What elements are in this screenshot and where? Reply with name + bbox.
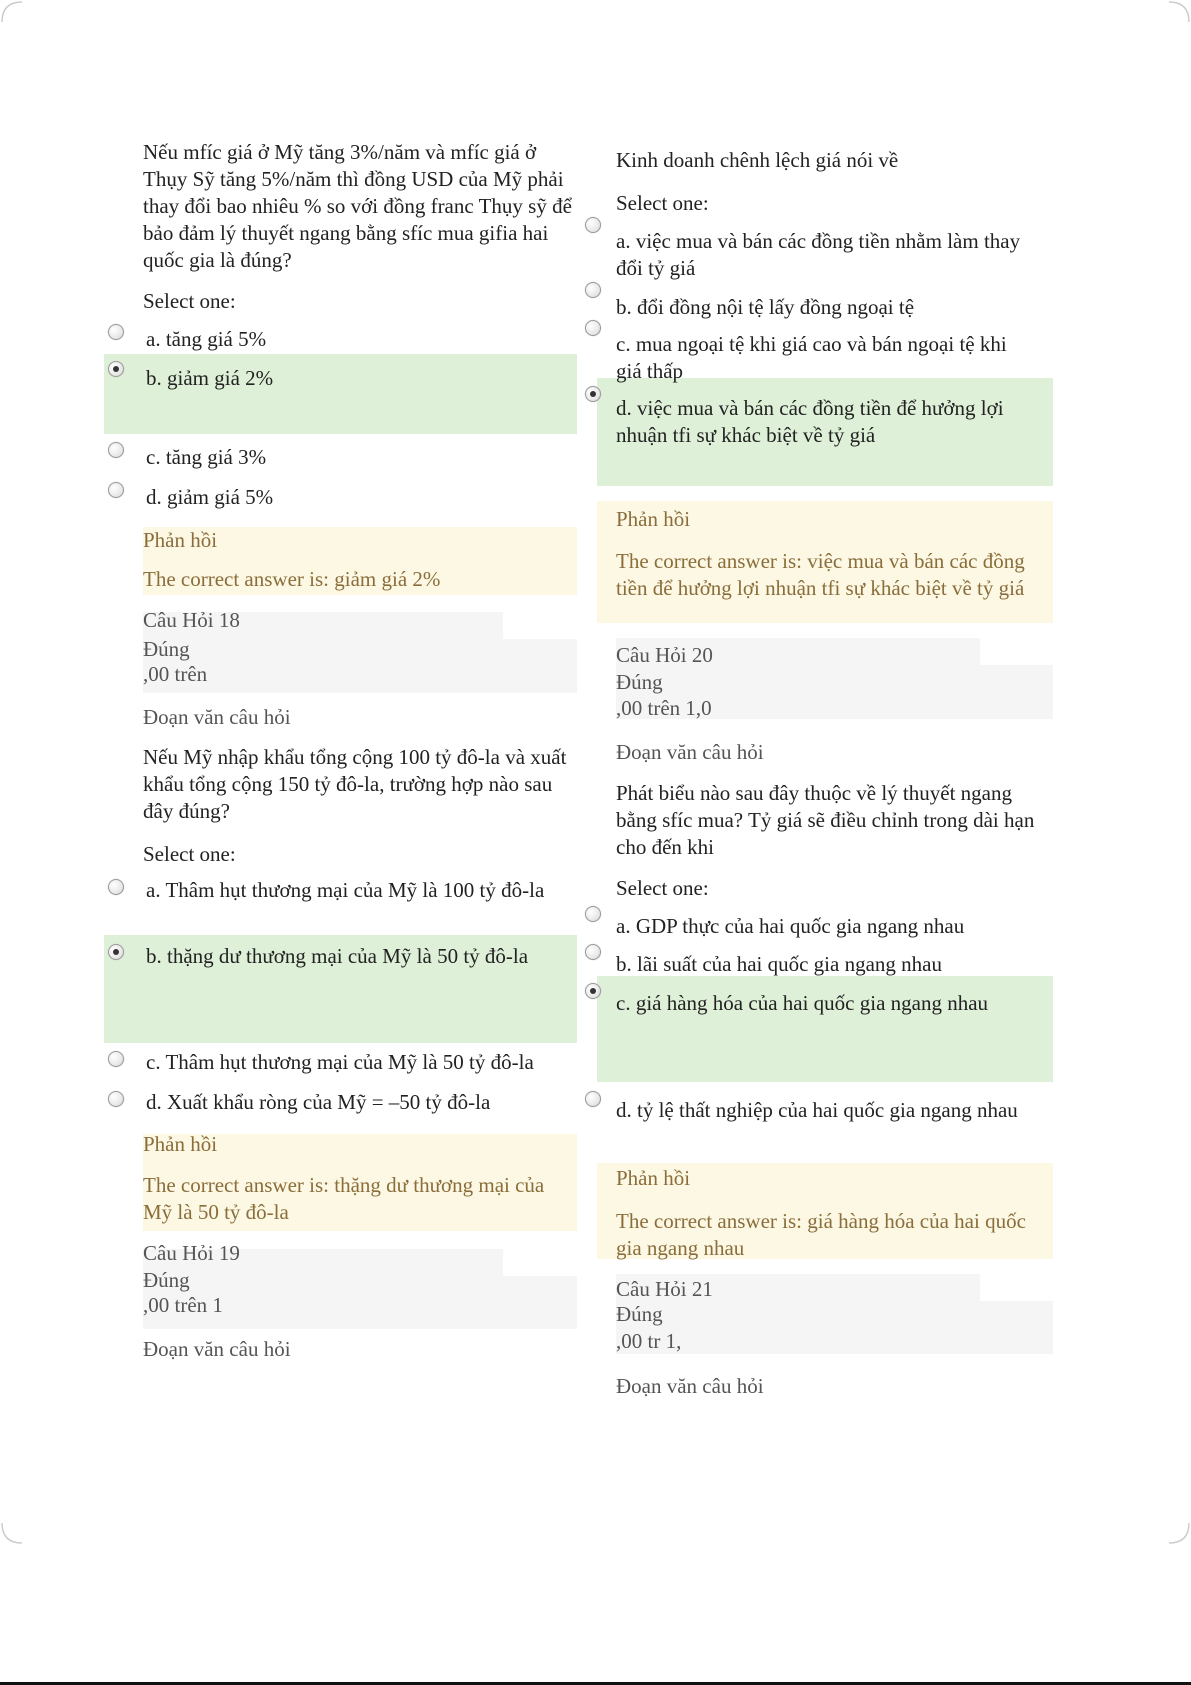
question-18-select-prompt: Select one:: [143, 842, 236, 866]
page-corner-top-left: [0, 0, 24, 24]
q17-option-c-radio[interactable]: [108, 442, 124, 458]
q18-option-d[interactable]: d. Xuất khẩu ròng của Mỹ = –50 tỷ đô-la: [146, 1090, 491, 1114]
question-20-feedback-answer: The correct answer is: giá hàng hóa của hai quốc gia ngang nhau: [616, 1209, 1026, 1260]
question-19-feedback-label: Phản hồi: [616, 507, 691, 531]
page-corner-top-right: [1167, 0, 1191, 24]
q19-option-a-radio[interactable]: [585, 217, 601, 233]
page-corner-bottom-right: [1167, 1521, 1191, 1545]
question-21-status: Đúng: [616, 1302, 663, 1326]
question-18-feedback-answer: The correct answer is: thặng dư thương mại của Mỹ là 50 tỷ đô-la: [143, 1173, 545, 1224]
question-18-status: Đúng: [143, 637, 190, 661]
q17-option-b[interactable]: b. giảm giá 2%: [146, 366, 274, 390]
question-17-select-prompt: Select one:: [143, 289, 236, 313]
q17-option-a[interactable]: a. tăng giá 5%: [146, 327, 267, 351]
q17-option-d-radio[interactable]: [108, 482, 124, 498]
question-21-mark: ,00 tr 1,: [616, 1329, 682, 1353]
question-17-text: Nếu mfíc giá ở Mỹ tăng 3%/năm và mfíc giá ở Thụy Sỹ tăng 5%/năm thì đồng USD của Mỹ phải thay đổi bao nhiêu % so với đồng franc Thụy sỹ để bảo đảm lý thuyết ngang bằng sfíc mua gifia hai quốc gia là đúng?: [143, 140, 572, 272]
question-19-select-prompt: Select one:: [616, 191, 709, 215]
q19-option-d-radio[interactable]: [585, 386, 601, 402]
question-19-feedback-answer: The correct answer is: việc mua và bán các đồng tiền để hưởng lợi nhuận tfi sự khác biệt về tỷ giá: [616, 549, 1025, 600]
q20-option-d-radio[interactable]: [585, 1091, 601, 1107]
question-20-label: Đoạn văn câu hỏi: [616, 740, 764, 764]
q17-option-c[interactable]: c. tăng giá 3%: [146, 445, 267, 469]
q20-option-b-radio[interactable]: [585, 944, 601, 960]
question-20-number: Câu Hỏi 20: [616, 643, 713, 667]
question-19-text: Kinh doanh chênh lệch giá nói về: [616, 148, 899, 172]
question-19-label: Đoạn văn câu hỏi: [143, 1337, 291, 1361]
q18-option-b[interactable]: b. thặng dư thương mại của Mỹ là 50 tỷ đô-la: [146, 944, 529, 968]
q20-option-a[interactable]: a. GDP thực của hai quốc gia ngang nhau: [616, 914, 965, 938]
question-20-mark: ,00 trên 1,0: [616, 696, 712, 720]
question-18-number: Câu Hỏi 18: [143, 608, 240, 632]
question-18-mark: ,00 trên: [143, 662, 208, 686]
q19-option-a[interactable]: a. việc mua và bán các đồng tiền nhằm làm thay đổi tỷ giá: [616, 229, 1021, 280]
question-20-select-prompt: Select one:: [616, 876, 709, 900]
q18-option-c[interactable]: c. Thâm hụt thương mại của Mỹ là 50 tỷ đô-la: [146, 1050, 534, 1074]
q19-option-c[interactable]: c. mua ngoại tệ khi giá cao và bán ngoại tệ khi giá thấp: [616, 332, 1007, 383]
q19-option-b[interactable]: b. đổi đồng nội tệ lấy đồng ngoại tệ: [616, 295, 915, 319]
q19-option-b-radio[interactable]: [585, 282, 601, 298]
question-19-number: Câu Hỏi 19: [143, 1241, 240, 1265]
q18-option-a-radio[interactable]: [108, 879, 124, 895]
question-20-feedback-label: Phản hồi: [616, 1166, 691, 1190]
question-21-label: Đoạn văn câu hỏi: [616, 1374, 764, 1398]
q17-option-a-radio[interactable]: [108, 324, 124, 340]
question-17-feedback-answer: The correct answer is: giảm giá 2%: [143, 567, 441, 591]
question-18-label: Đoạn văn câu hỏi: [143, 705, 291, 729]
q20-option-c[interactable]: c. giá hàng hóa của hai quốc gia ngang nhau: [616, 991, 989, 1015]
question-17-feedback-label: Phản hồi: [143, 528, 218, 552]
question-18-info-box: [143, 639, 577, 693]
page-corner-bottom-left: [0, 1521, 24, 1545]
q18-option-d-radio[interactable]: [108, 1091, 124, 1107]
q18-option-c-radio[interactable]: [108, 1051, 124, 1067]
q18-option-b-radio[interactable]: [108, 944, 124, 960]
q17-option-b-radio[interactable]: [108, 361, 124, 377]
q20-option-b[interactable]: b. lãi suất của hai quốc gia ngang nhau: [616, 952, 942, 976]
question-18-feedback-label: Phản hồi: [143, 1132, 218, 1156]
question-19-mark: ,00 trên 1: [143, 1293, 223, 1317]
q20-option-c-radio[interactable]: [585, 983, 601, 999]
question-20-status: Đúng: [616, 670, 663, 694]
question-21-info-box: [616, 1301, 1053, 1354]
question-18-text: Nếu Mỹ nhập khẩu tổng cộng 100 tỷ đô-la và xuất khẩu tổng cộng 150 tỷ đô-la, trường hợp nào sau đây đúng?: [143, 745, 567, 823]
question-19-status: Đúng: [143, 1268, 190, 1292]
q20-option-d[interactable]: d. tỷ lệ thất nghiệp của hai quốc gia ngang nhau: [616, 1098, 1018, 1122]
q18-option-a[interactable]: a. Thâm hụt thương mại của Mỹ là 100 tỷ đô-la: [146, 878, 545, 902]
q17-option-d[interactable]: d. giảm giá 5%: [146, 485, 274, 509]
q20-option-a-radio[interactable]: [585, 906, 601, 922]
question-20-text: Phát biểu nào sau đây thuộc về lý thuyết ngang bằng sfíc mua? Tỷ giá sẽ điều chỉnh trong dài hạn cho đến khi: [616, 781, 1035, 859]
q19-option-d[interactable]: d. việc mua và bán các đồng tiền để hưởng lợi nhuận tfi sự khác biệt về tỷ giá: [616, 396, 1004, 447]
question-21-number: Câu Hỏi 21: [616, 1277, 713, 1301]
q19-option-c-radio[interactable]: [585, 320, 601, 336]
